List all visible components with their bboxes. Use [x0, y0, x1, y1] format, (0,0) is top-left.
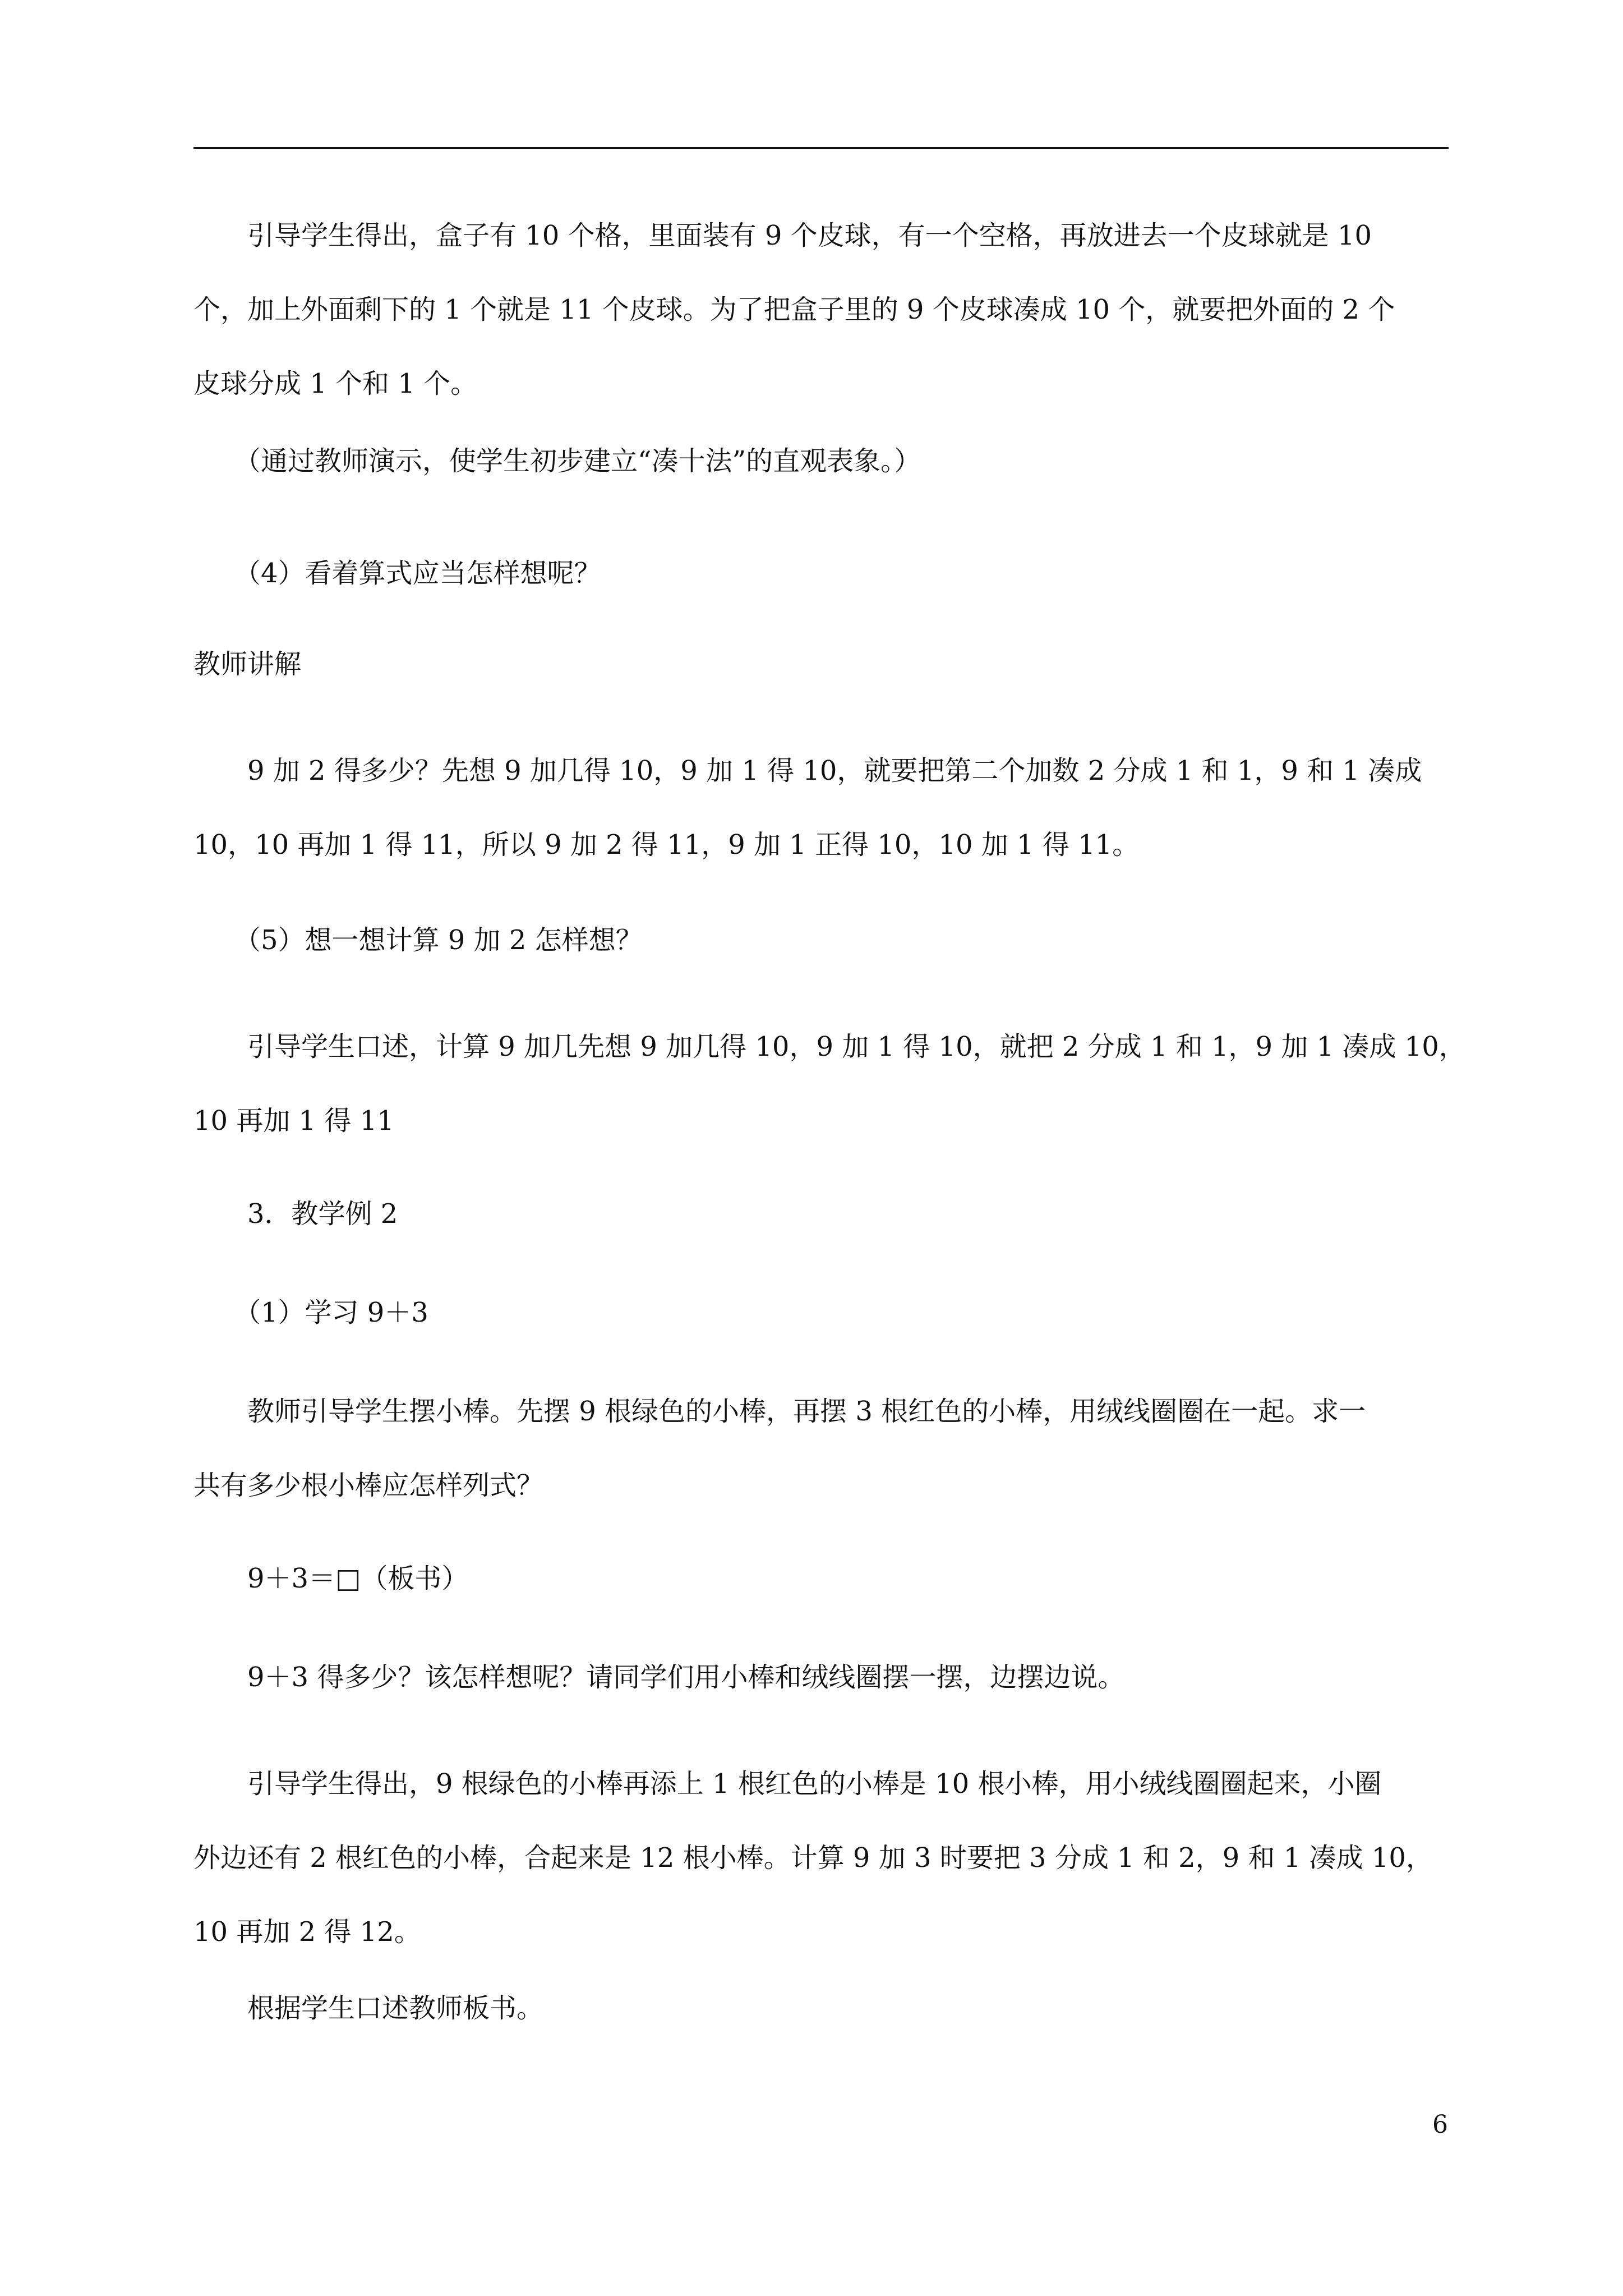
- page-number: 6: [1432, 2110, 1448, 2139]
- text-line: 引导学生得出，盒子有 10 个格，里面装有 9 个皮球，有一个空格，再放进去一个皮球就是 10: [193, 220, 1372, 251]
- paragraph-teacher-explains: [193, 627, 1449, 701]
- paragraph-how-to-think: [193, 1640, 1449, 1714]
- paragraph-student-recites: [193, 1010, 1466, 1158]
- text-line: 教师讲解: [193, 648, 302, 680]
- text-line: （1）学习 9＋3: [193, 1297, 428, 1328]
- text-line: （4）看着算式应当怎样想呢？: [193, 558, 601, 589]
- text-line: 10 再加 1 得 11: [193, 1105, 394, 1137]
- text-line: 外边还有 2 根红色的小棒，合起来是 12 根小棒。计算 9 加 3 时要把 3 分成 1 和 2，9 和 1 凑成 10，: [193, 1842, 1433, 1874]
- paragraph-sticks: [193, 1374, 1449, 1522]
- text-line: 10，10 再加 1 得 11，所以 9 加 2 得 11，9 加 1 正得 10，10 加 1 得 11。: [193, 829, 1140, 861]
- text-line: 个，加上外面剩下的 1 个就是 11 个皮球。为了把盒子里的 9 个皮球凑成 10 个，就要把外面的 2 个: [193, 294, 1395, 325]
- text-line: （通过教师演示，使学生初步建立“凑十法”的直观表象。）: [193, 445, 921, 477]
- paragraph-12-sticks: [193, 1747, 1449, 1969]
- paragraph-demo-note: [193, 424, 1449, 498]
- paragraph-example-2: [193, 1177, 1449, 1251]
- text-line: 9 加 2 得多少？先想 9 加几得 10，9 加 1 得 10，就要把第二个加数 2 分成 1 和 1，9 和 1 凑成: [193, 755, 1422, 786]
- text-line: 9＋3 得多少？该怎样想呢？请同学们用小棒和绒线圈摆一摆，边摆边说。: [193, 1662, 1125, 1693]
- paragraph-9-plus-2: [193, 734, 1449, 882]
- text-line: 3．教学例 2: [193, 1198, 398, 1230]
- header-rule: [193, 147, 1449, 149]
- text-line: 皮球分成 1 个和 1 个。: [193, 368, 478, 399]
- text-line: 教师引导学生摆小棒。先摆 9 根绿色的小棒，再摆 3 根红色的小棒，用绒线圈圈在一起。求一: [193, 1396, 1366, 1427]
- text-line: 共有多少根小棒应怎样列式？: [193, 1470, 544, 1501]
- text-line: 引导学生得出，9 根绿色的小棒再添上 1 根红色的小棒是 10 根小棒，用小绒线圈圈起来，小圈: [193, 1768, 1382, 1800]
- text-line: 10 再加 2 得 12。: [193, 1916, 421, 1948]
- text-line: （5）想一想计算 9 加 2 怎样想？: [193, 924, 643, 956]
- paragraph-board-writing: [193, 1971, 1449, 2045]
- text-line: 9＋3＝□（板书）: [193, 1563, 469, 1594]
- paragraph-learn-9-plus-3: [193, 1276, 1449, 1350]
- text-line: 引导学生口述，计算 9 加几先想 9 加几得 10，9 加 1 得 10，就把 2 分成 1 和 1，9 加 1 凑成 10，: [193, 1031, 1466, 1062]
- paragraph-equation: [193, 1542, 1449, 1616]
- paragraph-ball-box: [193, 199, 1449, 421]
- text-line: 根据学生口述教师板书。: [193, 1993, 544, 2024]
- paragraph-step-5: [193, 903, 1449, 977]
- paragraph-step-4: [193, 536, 1449, 610]
